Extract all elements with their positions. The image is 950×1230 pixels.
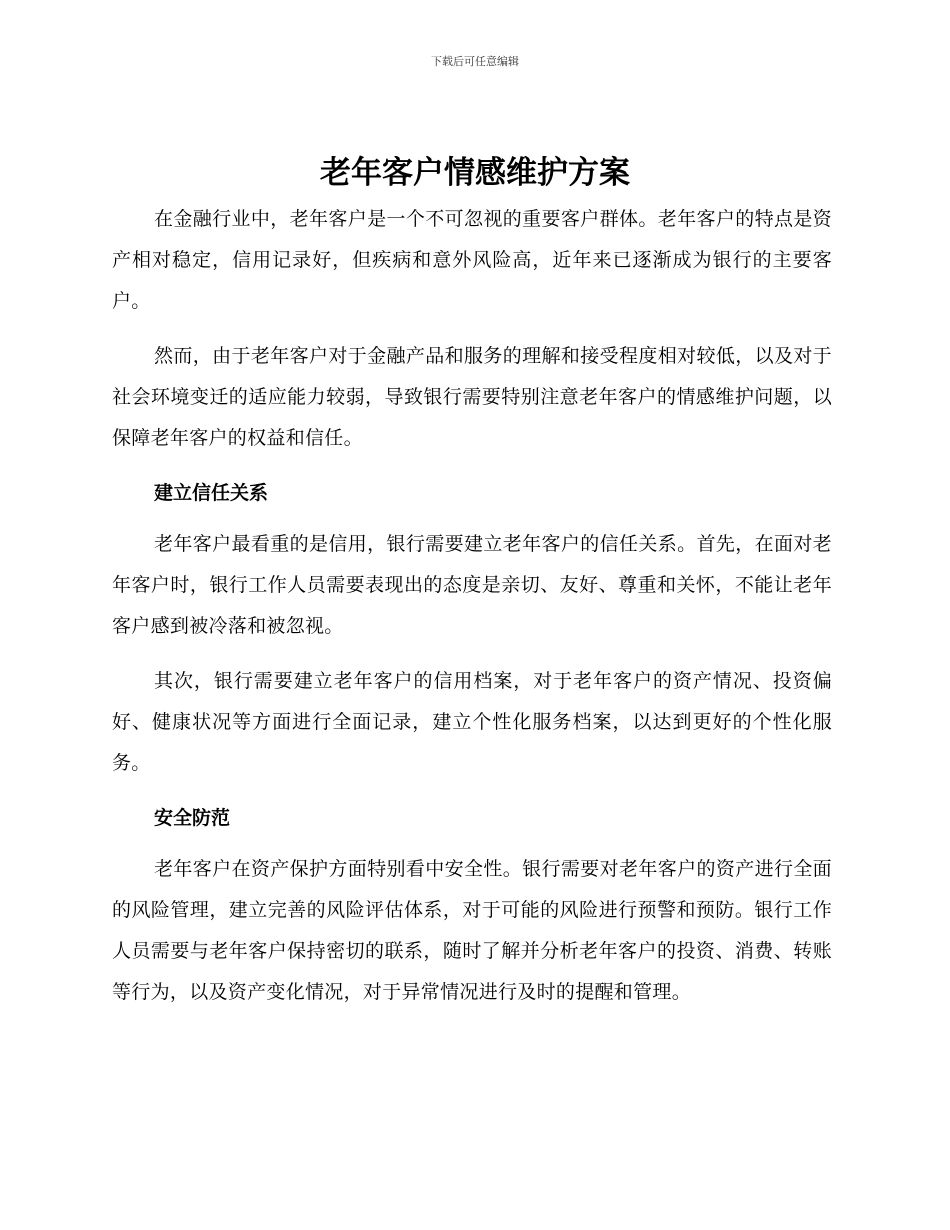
section-heading-security: 安全防范: [154, 807, 231, 829]
document-body: [112, 199, 832, 1027]
section-paragraph: 其次，银行需要建立老年客户的信用档案，对于老年客户的资产情况、投资偏好、健康状况等方面进行全面记录，建立个性化服务档案，以达到更好的个性化服务。: [112, 670, 832, 774]
section-heading-trust: 建立信任关系: [154, 482, 269, 504]
intro-paragraph: 在金融行业中，老年客户是一个不可忽视的重要客户群体。老年客户的特点是资产相对稳定，信用记录好，但疾病和意外风险高，近年来已逐渐成为银行的主要客户。: [112, 208, 832, 312]
section-paragraph: 老年客户在资产保护方面特别看中安全性。银行需要对老年客户的资产进行全面的风险管理，建立完善的风险评估体系，对于可能的风险进行预警和预防。银行工作人员需要与老年客户保持密切的联系，随时了解并分析老年客户的投资、消费、转账等行为，以及资产变化情况，对于异常情况进行及时的提醒和管理。: [112, 858, 832, 1003]
section-paragraph: 老年客户最看重的是信用，银行需要建立老年客户的信任关系。首先，在面对老年客户时，银行工作人员需要表现出的态度是亲切、友好、尊重和关怀，不能让老年客户感到被冷落和被忽视。: [112, 533, 832, 637]
intro-paragraph: 然而，由于老年客户对于金融产品和服务的理解和接受程度相对较低，以及对于社会环境变迁的适应能力较弱，导致银行需要特别注意老年客户的情感维护问题，以保障老年客户的权益和信任。: [112, 345, 832, 449]
page-header-note: 下载后可任意编辑: [431, 55, 519, 68]
document-title: 老年客户情感维护方案: [320, 155, 630, 191]
